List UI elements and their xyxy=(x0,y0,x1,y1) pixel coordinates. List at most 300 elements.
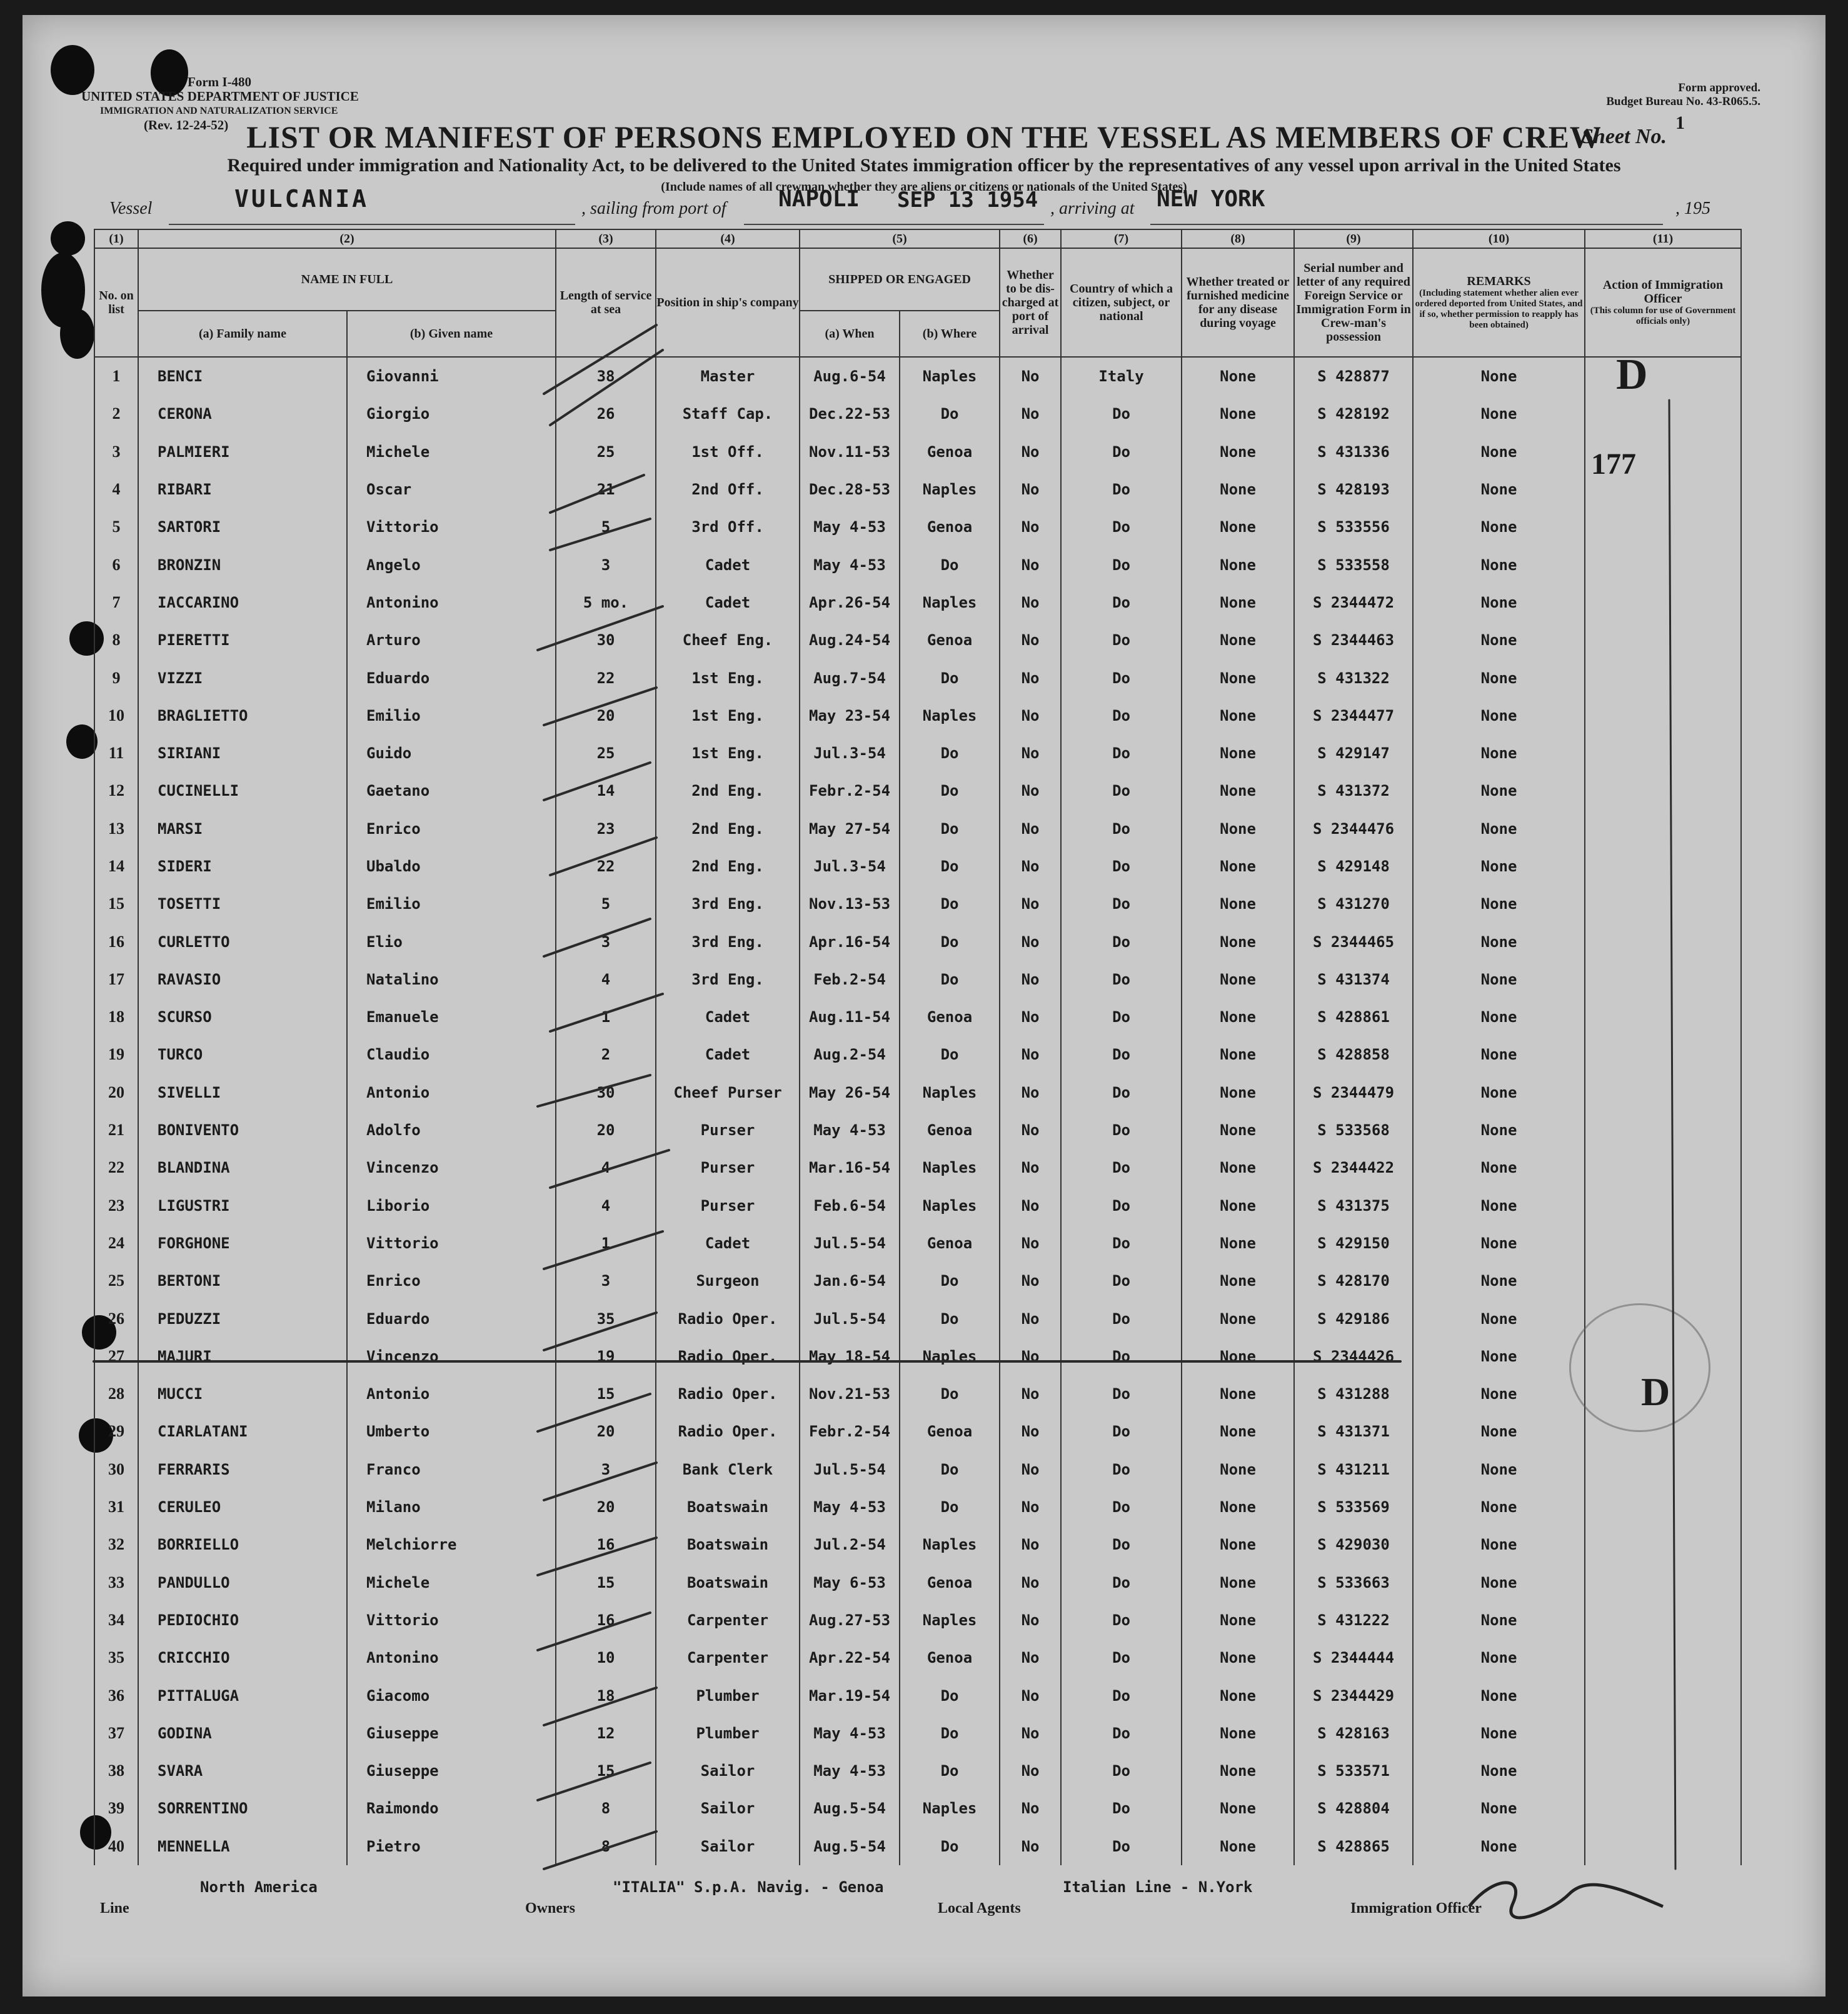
engaged-where: Naples xyxy=(900,1526,1000,1563)
discharge-status: No xyxy=(1000,546,1061,583)
citizenship: Italy xyxy=(1061,357,1182,395)
discharge-status: No xyxy=(1000,1601,1061,1639)
serial-number: S 533663 xyxy=(1294,1564,1413,1601)
action-number: 177 xyxy=(1591,448,1636,481)
serial-number: S 431270 xyxy=(1294,885,1413,923)
length-of-service: 15 xyxy=(556,1375,656,1413)
table-row xyxy=(94,659,1741,696)
family-name: BONIVENTO xyxy=(138,1111,347,1149)
immigration-action xyxy=(1585,1715,1741,1752)
header-family-name: (a) Family name xyxy=(138,311,347,357)
medical-treatment: None xyxy=(1182,1074,1294,1111)
header-length-service: Length of service at sea xyxy=(556,248,656,357)
serial-number: S 2344465 xyxy=(1294,923,1413,960)
given-name: Antonio xyxy=(347,1074,556,1111)
discharge-status: No xyxy=(1000,1225,1061,1262)
medical-treatment: None xyxy=(1182,1601,1294,1639)
given-name: Vittorio xyxy=(347,1225,556,1262)
length-of-service: 35 xyxy=(556,1300,656,1337)
length-of-service: 4 xyxy=(556,961,656,998)
engaged-when: Aug.5-54 xyxy=(800,1828,900,1865)
immigration-action xyxy=(1585,1111,1741,1149)
length-of-service: 3 xyxy=(556,923,656,960)
table-row xyxy=(94,1526,1741,1563)
col-num-6: (6) xyxy=(1000,229,1061,248)
table-row xyxy=(94,923,1741,960)
row-number: 35 xyxy=(94,1639,138,1676)
remarks: None xyxy=(1413,1526,1585,1563)
ship-position: Radio Oper. xyxy=(656,1338,800,1375)
serial-number: S 2344479 xyxy=(1294,1074,1413,1111)
engaged-where: Genoa xyxy=(900,1225,1000,1262)
citizenship: Do xyxy=(1061,923,1182,960)
remarks: None xyxy=(1413,659,1585,696)
row-number: 39 xyxy=(94,1790,138,1827)
immigration-action xyxy=(1585,1752,1741,1790)
ship-position: Cadet xyxy=(656,584,800,621)
length-of-service: 16 xyxy=(556,1601,656,1639)
ship-position: 1st Off. xyxy=(656,433,800,471)
engaged-where: Naples xyxy=(900,1187,1000,1225)
table-row xyxy=(94,1262,1741,1300)
given-name: Umberto xyxy=(347,1413,556,1450)
engaged-when: Nov.21-53 xyxy=(800,1375,900,1413)
ship-position: Staff Cap. xyxy=(656,395,800,433)
engaged-when: Jul.5-54 xyxy=(800,1225,900,1262)
length-of-service: 15 xyxy=(556,1752,656,1790)
given-name: Guido xyxy=(347,734,556,772)
table-row xyxy=(94,584,1741,621)
immigration-action xyxy=(1585,621,1741,659)
engaged-where: Genoa xyxy=(900,1413,1000,1450)
engaged-when: Feb.2-54 xyxy=(800,961,900,998)
ship-position: Boatswain xyxy=(656,1564,800,1601)
engaged-where: Genoa xyxy=(900,433,1000,471)
remarks: None xyxy=(1413,1375,1585,1413)
sheet-number: 1 xyxy=(1675,113,1685,133)
ship-position: Master xyxy=(656,357,800,395)
engaged-where: Genoa xyxy=(900,998,1000,1036)
serial-number: S 533556 xyxy=(1294,508,1413,546)
engaged-where: Genoa xyxy=(900,621,1000,659)
header-given-name: (b) Given name xyxy=(347,311,556,357)
discharge-status: No xyxy=(1000,1262,1061,1300)
length-of-service: 8 xyxy=(556,1828,656,1865)
discharge-status: No xyxy=(1000,1111,1061,1149)
discharge-status: No xyxy=(1000,1375,1061,1413)
serial-number: S 429186 xyxy=(1294,1300,1413,1337)
ship-position: 1st Eng. xyxy=(656,659,800,696)
citizenship: Do xyxy=(1061,1225,1182,1262)
engaged-where: Do xyxy=(900,734,1000,772)
row-number: 5 xyxy=(94,508,138,546)
engaged-when: May 18-54 xyxy=(800,1338,900,1375)
budget-number: Budget Bureau No. 43-R065.5. xyxy=(1606,95,1760,108)
immigration-action xyxy=(1585,1676,1741,1714)
ship-position: Radio Oper. xyxy=(656,1413,800,1450)
engaged-when: Feb.6-54 xyxy=(800,1187,900,1225)
discharge-status: No xyxy=(1000,1300,1061,1337)
engaged-where: Do xyxy=(900,1451,1000,1488)
row-number: 38 xyxy=(94,1752,138,1790)
citizenship: Do xyxy=(1061,546,1182,583)
family-name: CRICCHIO xyxy=(138,1639,347,1676)
form-number: Form I-480 xyxy=(188,74,252,89)
family-name: SIRIANI xyxy=(138,734,347,772)
length-of-service: 5 xyxy=(556,885,656,923)
row-number: 15 xyxy=(94,885,138,923)
remarks-note: (Including statement whether alien ever ordered deported from United States, and if so, whether permission to reapply has been obtained) xyxy=(1415,288,1583,330)
ship-position: Surgeon xyxy=(656,1262,800,1300)
medical-treatment: None xyxy=(1182,1262,1294,1300)
remarks: None xyxy=(1413,810,1585,848)
serial-number: S 431288 xyxy=(1294,1375,1413,1413)
remarks: None xyxy=(1413,1300,1585,1337)
discharge-status: No xyxy=(1000,433,1061,471)
serial-number: S 428192 xyxy=(1294,395,1413,433)
length-of-service: 12 xyxy=(556,1715,656,1752)
engaged-when: Dec.28-53 xyxy=(800,471,900,508)
remarks: None xyxy=(1413,885,1585,923)
immigration-action xyxy=(1585,923,1741,960)
given-name: Antonino xyxy=(347,584,556,621)
remarks: None xyxy=(1413,1639,1585,1676)
row-number: 7 xyxy=(94,584,138,621)
family-name: FERRARIS xyxy=(138,1451,347,1488)
table-row xyxy=(94,1488,1741,1526)
serial-number: S 428804 xyxy=(1294,1790,1413,1827)
serial-number: S 2344444 xyxy=(1294,1639,1413,1676)
medical-treatment: None xyxy=(1182,621,1294,659)
remarks: None xyxy=(1413,1601,1585,1639)
immigration-action xyxy=(1585,1639,1741,1676)
family-name: BERTONI xyxy=(138,1262,347,1300)
medical-treatment: None xyxy=(1182,961,1294,998)
engaged-when: Aug.7-54 xyxy=(800,659,900,696)
medical-treatment: None xyxy=(1182,1225,1294,1262)
discharge-status: No xyxy=(1000,659,1061,696)
engaged-when: Apr.16-54 xyxy=(800,923,900,960)
length-of-service: 20 xyxy=(556,1111,656,1149)
ship-position: 2nd Eng. xyxy=(656,848,800,885)
citizenship: Do xyxy=(1061,1262,1182,1300)
engaged-where: Naples xyxy=(900,471,1000,508)
row-number: 24 xyxy=(94,1225,138,1262)
engaged-when: Febr.2-54 xyxy=(800,772,900,809)
given-name: Vincenzo xyxy=(347,1149,556,1186)
footer-line-value: North America xyxy=(200,1878,318,1896)
table-row xyxy=(94,1752,1741,1790)
binder-hole xyxy=(66,724,98,759)
family-name: BLANDINA xyxy=(138,1149,347,1186)
family-name: SIVELLI xyxy=(138,1074,347,1111)
given-name: Adolfo xyxy=(347,1111,556,1149)
engaged-when: Dec.22-53 xyxy=(800,395,900,433)
action-title: Action of Immigration Officer xyxy=(1602,278,1724,306)
engaged-when: Jul.5-54 xyxy=(800,1451,900,1488)
discharge-status: No xyxy=(1000,923,1061,960)
engaged-when: Aug.24-54 xyxy=(800,621,900,659)
table-row xyxy=(94,433,1741,471)
given-name: Michele xyxy=(347,1564,556,1601)
table-row xyxy=(94,1676,1741,1714)
immigration-action xyxy=(1585,885,1741,923)
citizenship: Do xyxy=(1061,1715,1182,1752)
family-name: PEDIOCHIO xyxy=(138,1601,347,1639)
document-title: LIST OR MANIFEST OF PERSONS EMPLOYED ON THE VESSEL AS MEMBERS OF CREW xyxy=(246,119,1602,154)
discharge-status: No xyxy=(1000,1488,1061,1526)
footer-owners-label: Owners xyxy=(525,1900,575,1916)
engaged-when: May 4-53 xyxy=(800,1752,900,1790)
ship-position: Purser xyxy=(656,1111,800,1149)
given-name: Vittorio xyxy=(347,508,556,546)
citizenship: Do xyxy=(1061,621,1182,659)
engaged-where: Do xyxy=(900,848,1000,885)
table-row xyxy=(94,1036,1741,1073)
header-no-on-list: No. on list xyxy=(94,248,138,357)
family-name: PANDULLO xyxy=(138,1564,347,1601)
citizenship: Do xyxy=(1061,471,1182,508)
engaged-when: May 4-53 xyxy=(800,508,900,546)
serial-number: S 2344472 xyxy=(1294,584,1413,621)
ship-position: Cadet xyxy=(656,1225,800,1262)
length-of-service: 20 xyxy=(556,1488,656,1526)
form-approval xyxy=(1606,81,1760,109)
engaged-where: Do xyxy=(900,1715,1000,1752)
action-mark-row-1: D xyxy=(1616,351,1648,399)
remarks: None xyxy=(1413,1225,1585,1262)
immigration-action xyxy=(1585,584,1741,621)
header-position: Position in ship's company xyxy=(656,248,800,357)
citizenship: Do xyxy=(1061,1752,1182,1790)
family-name: SCURSO xyxy=(138,998,347,1036)
col-num-2: (2) xyxy=(138,229,556,248)
family-name: PITTALUGA xyxy=(138,1676,347,1714)
row-number: 22 xyxy=(94,1149,138,1186)
engaged-where: Naples xyxy=(900,357,1000,395)
binder-hole xyxy=(60,309,94,359)
serial-number: S 428170 xyxy=(1294,1262,1413,1300)
ship-position: Carpenter xyxy=(656,1601,800,1639)
citizenship: Do xyxy=(1061,1564,1182,1601)
engaged-when: May 4-53 xyxy=(800,546,900,583)
engaged-when: May 4-53 xyxy=(800,1111,900,1149)
col-num-1: (1) xyxy=(94,229,138,248)
row-number: 18 xyxy=(94,998,138,1036)
given-name: Melchiorre xyxy=(347,1526,556,1563)
remarks: None xyxy=(1413,1715,1585,1752)
arrival-port: NEW YORK xyxy=(1157,186,1265,212)
family-name: IACCARINO xyxy=(138,584,347,621)
medical-treatment: None xyxy=(1182,1564,1294,1601)
immigration-action xyxy=(1585,734,1741,772)
discharge-status: No xyxy=(1000,621,1061,659)
family-name: FORGHONE xyxy=(138,1225,347,1262)
discharge-status: No xyxy=(1000,697,1061,734)
table-row xyxy=(94,1187,1741,1225)
engaged-when: Jul.2-54 xyxy=(800,1526,900,1563)
ship-position: Boatswain xyxy=(656,1488,800,1526)
engaged-where: Genoa xyxy=(900,508,1000,546)
engaged-when: Jul.3-54 xyxy=(800,734,900,772)
vessel-underline xyxy=(169,224,575,225)
family-name: RIBARI xyxy=(138,471,347,508)
table-row xyxy=(94,1413,1741,1450)
family-name: SORRENTINO xyxy=(138,1790,347,1827)
medical-treatment: None xyxy=(1182,1715,1294,1752)
table-row xyxy=(94,734,1741,772)
remarks: None xyxy=(1413,961,1585,998)
engaged-when: May 4-53 xyxy=(800,1488,900,1526)
given-name: Giorgio xyxy=(347,395,556,433)
citizenship: Do xyxy=(1061,395,1182,433)
length-of-service: 30 xyxy=(556,1074,656,1111)
medical-treatment: None xyxy=(1182,1187,1294,1225)
citizenship: Do xyxy=(1061,848,1182,885)
arriving-label: , arriving at xyxy=(1050,199,1135,218)
citizenship: Do xyxy=(1061,1413,1182,1450)
vessel-label: Vessel xyxy=(109,199,153,218)
remarks: None xyxy=(1413,697,1585,734)
ship-position: 3rd Eng. xyxy=(656,923,800,960)
departure-date: SEP 13 1954 xyxy=(897,188,1038,213)
medical-treatment: None xyxy=(1182,697,1294,734)
discharge-status: No xyxy=(1000,1526,1061,1563)
given-name: Giovanni xyxy=(347,357,556,395)
engaged-when: Aug.2-54 xyxy=(800,1036,900,1073)
official-stamp xyxy=(1569,1303,1710,1432)
immigration-action xyxy=(1585,697,1741,734)
citizenship: Do xyxy=(1061,1488,1182,1526)
medical-treatment: None xyxy=(1182,1488,1294,1526)
engaged-where: Genoa xyxy=(900,1111,1000,1149)
discharge-status: No xyxy=(1000,1828,1061,1865)
engaged-where: Do xyxy=(900,1262,1000,1300)
immigration-action xyxy=(1585,546,1741,583)
row-number: 8 xyxy=(94,621,138,659)
ship-position: Carpenter xyxy=(656,1639,800,1676)
immigration-action xyxy=(1585,1036,1741,1073)
medical-treatment: None xyxy=(1182,923,1294,960)
table-row xyxy=(94,1639,1741,1676)
given-name: Angelo xyxy=(347,546,556,583)
serial-number: S 533558 xyxy=(1294,546,1413,583)
ship-position: Cheef Purser xyxy=(656,1074,800,1111)
remarks: None xyxy=(1413,433,1585,471)
engaged-where: Do xyxy=(900,1676,1000,1714)
serial-number: S 428163 xyxy=(1294,1715,1413,1752)
remarks: None xyxy=(1413,1036,1585,1073)
header-treated: Whether treated or furnished medicine for any disease during voyage xyxy=(1182,248,1294,357)
header-remarks xyxy=(1413,248,1585,357)
row-number: 11 xyxy=(94,734,138,772)
length-of-service: 16 xyxy=(556,1526,656,1563)
row-number: 20 xyxy=(94,1074,138,1111)
family-name: TOSETTI xyxy=(138,885,347,923)
citizenship: Do xyxy=(1061,1828,1182,1865)
given-name: Enrico xyxy=(347,1262,556,1300)
ship-position: Purser xyxy=(656,1149,800,1186)
discharge-status: No xyxy=(1000,357,1061,395)
family-name: BORRIELLO xyxy=(138,1526,347,1563)
engaged-where: Naples xyxy=(900,1790,1000,1827)
document-subtitle: Required under immigration and Nationality Act, to be delivered to the United States immigration officer by the representatives of any vessel upon arrival in the United States xyxy=(227,155,1621,176)
engaged-when: Nov.11-53 xyxy=(800,433,900,471)
footer-line-label: Line xyxy=(100,1900,129,1916)
family-name: PIERETTI xyxy=(138,621,347,659)
given-name: Antonio xyxy=(347,1375,556,1413)
family-name: PEDUZZI xyxy=(138,1300,347,1337)
row-number: 40 xyxy=(94,1828,138,1865)
family-name: CUCINELLI xyxy=(138,772,347,809)
medical-treatment: None xyxy=(1182,395,1294,433)
action-mark-row-28: D xyxy=(1641,1370,1670,1414)
discharge-status: No xyxy=(1000,1187,1061,1225)
given-name: Eduardo xyxy=(347,659,556,696)
medical-treatment: None xyxy=(1182,1526,1294,1563)
family-name: RAVASIO xyxy=(138,961,347,998)
engaged-when: Jul.5-54 xyxy=(800,1300,900,1337)
remarks: None xyxy=(1413,1790,1585,1827)
discharge-status: No xyxy=(1000,848,1061,885)
ship-position: 3rd Eng. xyxy=(656,961,800,998)
col-num-7: (7) xyxy=(1061,229,1182,248)
engaged-where: Do xyxy=(900,1488,1000,1526)
citizenship: Do xyxy=(1061,961,1182,998)
table-row xyxy=(94,1790,1741,1827)
ship-position: 3rd Off. xyxy=(656,508,800,546)
row-number: 31 xyxy=(94,1488,138,1526)
length-of-service: 25 xyxy=(556,433,656,471)
header-where: (b) Where xyxy=(900,311,1000,357)
year-label: , 195 xyxy=(1675,199,1710,218)
port-underline xyxy=(744,224,1044,225)
family-name: TURCO xyxy=(138,1036,347,1073)
serial-number: S 428877 xyxy=(1294,357,1413,395)
family-name: MENNELLA xyxy=(138,1828,347,1865)
remarks: None xyxy=(1413,584,1585,621)
row-number: 32 xyxy=(94,1526,138,1563)
serial-number: S 2344476 xyxy=(1294,810,1413,848)
given-name: Ubaldo xyxy=(347,848,556,885)
discharge-status: No xyxy=(1000,734,1061,772)
length-of-service: 5 mo. xyxy=(556,584,656,621)
ship-position: Plumber xyxy=(656,1715,800,1752)
given-name: Vittorio xyxy=(347,1601,556,1639)
officer-signature xyxy=(1457,1869,1682,1925)
citizenship: Do xyxy=(1061,1790,1182,1827)
citizenship: Do xyxy=(1061,1074,1182,1111)
col-num-11: (11) xyxy=(1585,229,1741,248)
length-of-service: 10 xyxy=(556,1639,656,1676)
discharge-status: No xyxy=(1000,584,1061,621)
table-row xyxy=(94,1225,1741,1262)
given-name: Gaetano xyxy=(347,772,556,809)
citizenship: Do xyxy=(1061,1676,1182,1714)
remarks: None xyxy=(1413,357,1585,395)
ship-position: 3rd Eng. xyxy=(656,885,800,923)
immigration-action xyxy=(1585,1828,1741,1865)
immigration-action xyxy=(1585,848,1741,885)
engaged-where: Do xyxy=(900,923,1000,960)
discharge-status: No xyxy=(1000,1752,1061,1790)
row-number: 37 xyxy=(94,1715,138,1752)
immigration-action xyxy=(1585,395,1741,433)
length-of-service: 38 xyxy=(556,357,656,395)
table-row xyxy=(94,1375,1741,1413)
length-of-service: 25 xyxy=(556,734,656,772)
discharge-status: No xyxy=(1000,508,1061,546)
